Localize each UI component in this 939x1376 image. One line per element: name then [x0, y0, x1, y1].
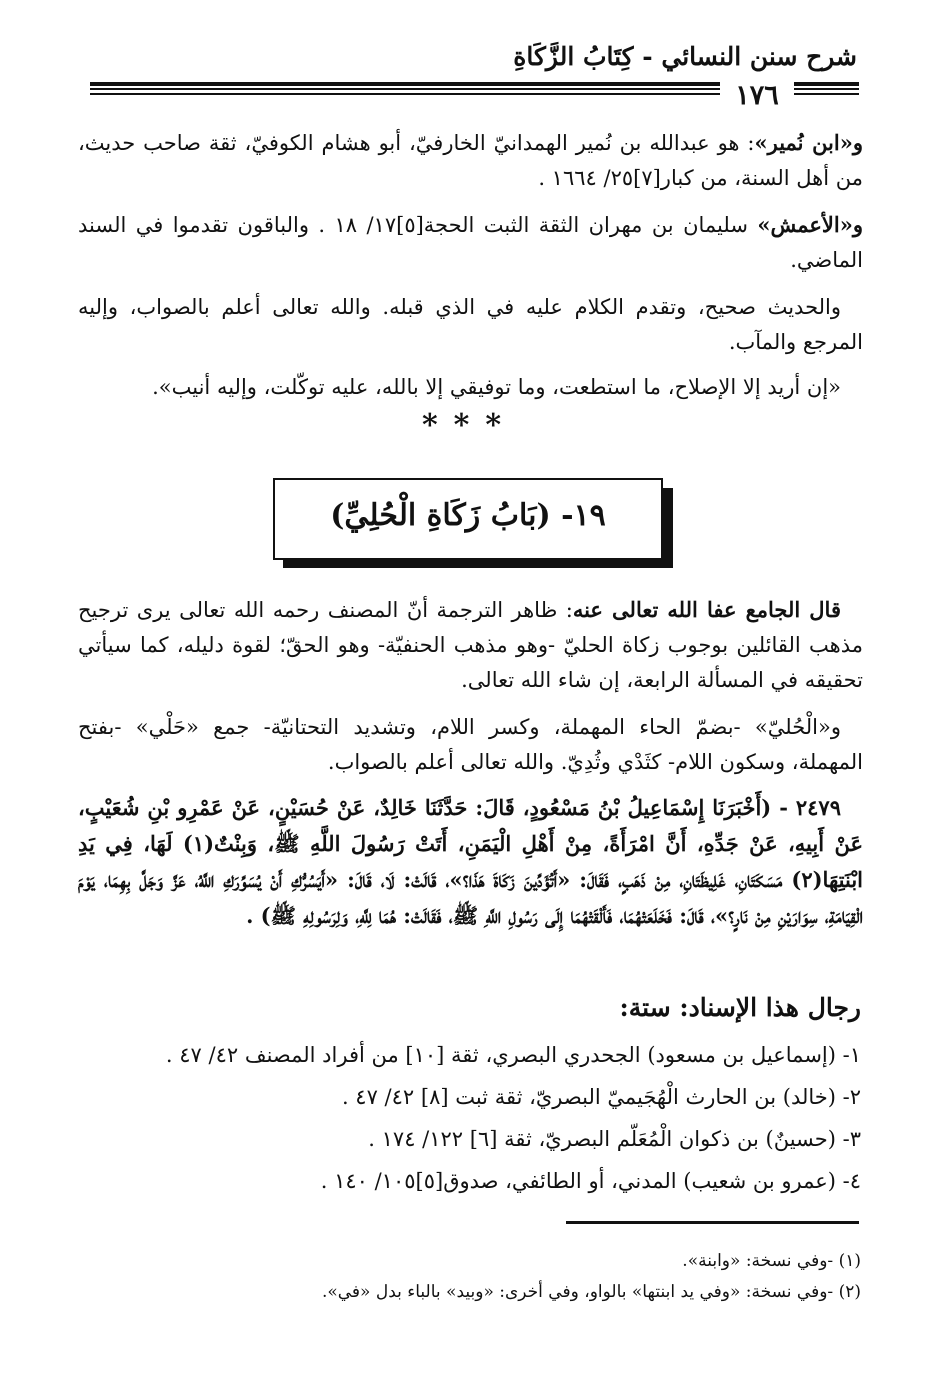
chapter-box: [273, 478, 663, 560]
page-number: ١٧٦: [720, 80, 794, 111]
commentary-paragraph-2: [78, 710, 863, 780]
narrator-entry-4: ٤- (عمرو بن شعيب) المدني، أو الطائفي، صدوق[٥]١٠٥/ ١٤٠ .: [320, 1169, 861, 1193]
narrator-name: و«ابن نُمير»: [754, 130, 863, 155]
paragraph-text: والحديث صحيح، وتقدم الكلام عليه في الذي قبله. والله تعالى أعلم بالصواب، وإليه المرجع والمآب.: [78, 295, 863, 354]
narrator-entry-2: ٢- (خالد) بن الحارث الْهُجَيميّ البصريّ، ثقة ثبت [٨] ٤٢/ ٤٧ .: [341, 1085, 861, 1109]
hadith-body: ٢٤٧٩ - (أَخْبَرَنَا إِسْمَاعِيلُ بْنُ مَسْعُودٍ، قَالَ: حَدَّثَنَا خَالِدٌ، عَنْ حُسَيْنٍ، عَنْ عَمْرِو بْنِ شُعَيْبٍ، عَنْ أَبِيهِ، عَنْ جَدِّهِ، أَنَّ امْرَأَةً، مِنْ أَهْلِ الْيَمَنِ، أَتَتْ رَسُولَ اللَّهِ ﷺ، وَبِنْتٌ(١) لَهَا، فِي يَدِ ابْنَتِهَا(٢) مَسَكَتَانِ، غَلِيظَتَانِ، مِنْ ذَهَبٍ، فَقَالَ: «أَتُؤَدِّينَ زَكَاةَ هَذَا؟»، قَالَتْ: لَا، قَالَ: «أَيَسُرُّكِ أَنْ يُسَوِّرَكِ اللَّهُ، عَزَّ وَجَلَّ بِهِمَا، يَوْمَ الْقِيَامَةِ، سِوَارَيْنِ مِنْ نَارٍ؟»، قَالَ: فَخَلَعَتْهُمَا، فَأَلْقَتْهُمَا إِلَى رَسُولِ اللَّهِ ﷺ، فَقَالَتْ: هُمَا لِلَّهِ، وَلِرَسُولِهِ ﷺ) .: [78, 795, 863, 928]
paragraph-text: سليمان بن مهران الثقة الثبت الحجة[٥]١٧/ ١٨ . والباقون تقدموا في السند الماضي.: [78, 213, 863, 272]
intro-paragraph-1: [78, 125, 863, 196]
closing-quote: «إن أريد إلا الإصلاح، ما استطعت، وما توفيقي إلا بالله، عليه توكّلت، وإليه أنيب».: [152, 375, 841, 399]
paragraph-text: و«الْحُليّ» -بضمّ الحاء المهملة، وكسر اللام، وتشديد التحتانيّة- جمع «حَلْي» -بفتح المهملة، وسكون اللام- كثَدْي وثُدِيّ. والله تعالى أعلم بالصواب.: [78, 715, 863, 774]
footnote-1: (١) -وفي نسخة: «وابنة».: [682, 1251, 861, 1271]
footnote-2: (٢) -وفي نسخة: «وفي يد ابنتها» بالواو، وفي أخرى: «وبيد» بالباء بدل «في».: [321, 1282, 861, 1302]
paragraph-text: : ظاهر الترجمة أنّ المصنف رحمه الله تعالى يرى ترجيح مذهب القائلين بوجوب زكاة الحليّ -وهو مذهب الحنفيّة- وهو الحقّ؛ لقوة دليله، كما سيأتي تحقيقه في المسألة الرابعة، إن شاء الله تعالى.: [78, 598, 863, 692]
section-divider-stars: ***: [421, 408, 518, 443]
intro-paragraph-4: [78, 370, 863, 405]
rijal-heading: رجال هذا الإسناد: ستة:: [619, 993, 861, 1022]
narrator-entry-1: ١- (إسماعيل بن مسعود) الجحدري البصري، ثقة [١٠] من أفراد المصنف ٤٢/ ٤٧ .: [165, 1043, 861, 1067]
footnote-rule: [566, 1221, 859, 1224]
running-header-title: شرح سنن النسائي - كِتَابُ الزَّكَاةِ: [513, 42, 857, 71]
chapter-title: ١٩- (بَابُ زَكَاةِ الْحُلِيِّ): [330, 498, 606, 533]
intro-paragraph-2: [78, 207, 863, 278]
narrator-name: و«الأعمش»: [757, 212, 863, 237]
hadith-text: [78, 790, 863, 934]
commentary-paragraph-1: [78, 592, 863, 698]
author-label: قال الجامع عفا الله تعالى عنه: [572, 597, 841, 622]
paragraph-text: : هو عبدالله بن نُمير الهمدانيّ الخارفيّ، أبو هشام الكوفيّ، ثقة صاحب حديث، من أهل السنة، من كبار[٧]٢٥/ ١٦٦٤ .: [78, 131, 863, 190]
intro-paragraph-3: [78, 290, 863, 360]
narrator-entry-3: ٣- (حسينٌ) بن ذكوان الْمُعَلّم البصريّ، ثقة [٦] ١٢٢/ ١٧٤ .: [368, 1127, 861, 1151]
